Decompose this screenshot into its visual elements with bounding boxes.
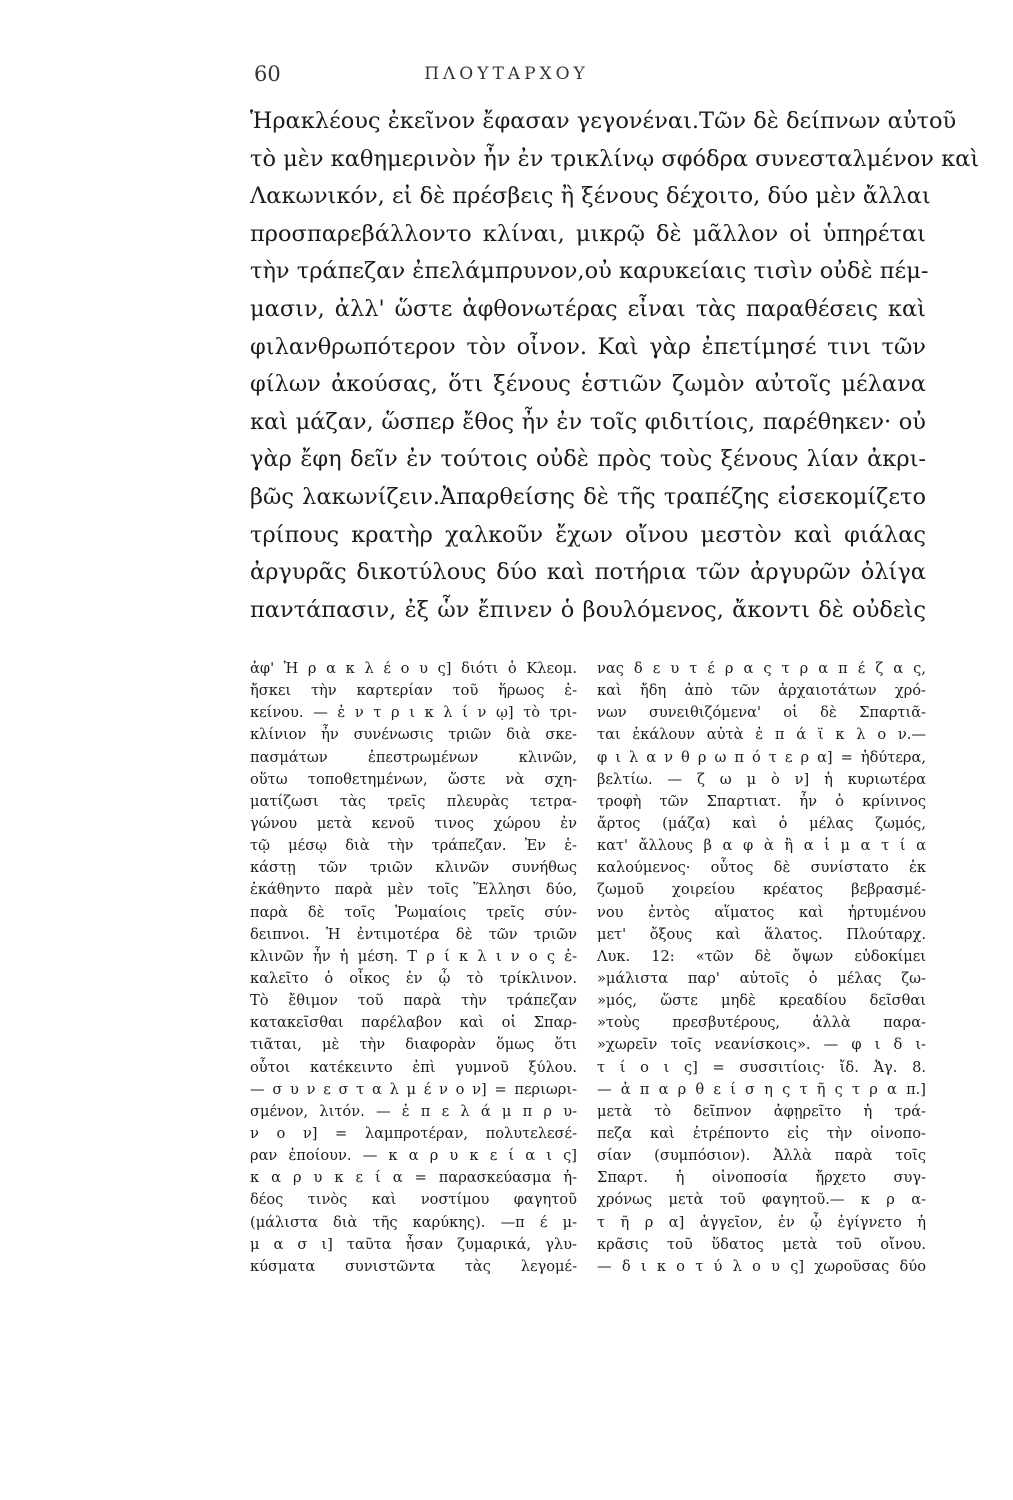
commentary-line: κρᾶσις τοῦ ὕδατος μετὰ τοῦ οἴνου. (597, 1235, 926, 1253)
commentary-line: σίαν (συμπόσιον). Ἀλλὰ παρὰ τοῖς (597, 1147, 926, 1165)
commentary-line: τροφὴ τῶν Σπαρτιατ. ἦν ὁ κρίνινος (597, 792, 926, 810)
main-text (250, 103, 980, 629)
commentary-line: τιᾶται, μὲ τὴν διαφορὰν ὅμως ὅτι (250, 1036, 577, 1054)
commentary-line: »χωρεῖν τοῖς νεανίσκοις». — φ ι δ ι- (597, 1036, 926, 1054)
commentary-line: καλούμενος· οὗτος δὲ συνίστατο ἐκ (597, 859, 926, 877)
commentary-line: (μάλιστα διὰ τῆς καρύκης). —π έ μ- (250, 1213, 577, 1231)
main-text-line: τὴν τράπεζαν ἐπελάμπρυνον,οὐ καρυκείαις τισὶν οὐδὲ πέμ- (250, 258, 929, 285)
commentary-line: Σπαρτ. ἡ οἰνοποσία ἤρχετο συγ- (597, 1169, 926, 1187)
commentary-line: »μός, ὥστε μηδὲ κρεαδίου δεῖσθαι (597, 992, 926, 1010)
commentary-line: γώνου μετὰ κενοῦ τινος χώρου ἐν (250, 814, 577, 832)
main-text-line: προσπαρεβάλλοντο κλίναι, μικρῷ δὲ μᾶλλον οἱ ὑπηρέται (250, 220, 926, 247)
commentary-line: οὕτω τοποθετημένων, ὥστε νὰ σχη- (250, 770, 577, 788)
commentary-line: τ ῆ ρ α] ἀγγεῖον, ἐν ᾧ ἐγίγνετο ἡ (597, 1213, 926, 1231)
commentary-line: μετὰ τὸ δεῖπνον ἀφῃρεῖτο ἡ τρά- (597, 1102, 926, 1120)
commentary-line: ραν ἐποίουν. — κ α ρ υ κ ε ί α ι ς] (250, 1147, 577, 1165)
main-text-line: Ἡρακλέους ἐκεῖνον ἔφασαν γεγονέναι.Τῶν δὲ δείπνων αὐτοῦ (250, 108, 957, 134)
commentary-line: τ ί ο ι ς] = συσσιτίοις· ἴδ. Ἀγ. 8. (597, 1058, 926, 1076)
main-text-line: φιλανθρωπότερον τὸν οἶνον. Καὶ γὰρ ἐπετίμησέ τινι τῶν (250, 333, 926, 360)
main-text-line: μασιν, ἀλλ' ὥστε ἀφθονωτέρας εἶναι τὰς παραθέσεις καὶ (250, 295, 926, 322)
main-text-line: τὸ μὲν καθημερινὸν ἦν ἐν τρικλίνῳ σφόδρα συνεσταλμένον καὶ (250, 145, 980, 172)
commentary-line: κ α ρ υ κ ε ί α = παρασκεύασμα ἡ- (250, 1169, 577, 1187)
commentary-line: μετ' ὄξους καὶ ἅλατος. Πλούταρχ. (597, 925, 926, 943)
commentary-line: ἄρτος (μάζα) καὶ ὁ μέλας ζωμός, (597, 814, 926, 832)
commentary-line: πασμάτων ἐπεστρωμένων κλινῶν, (250, 748, 577, 766)
commentary-line: ἤσκει τὴν καρτερίαν τοῦ ἥρωος ἐ- (250, 682, 577, 700)
commentary-line: κλίνιον ἦν συνένωσις τριῶν διὰ σκε- (250, 726, 577, 744)
main-text-line: ἀργυρᾶς δικοτύλους δύο καὶ ποτήρια τῶν ἀργυρῶν ὀλίγα (250, 559, 926, 586)
main-text-line: βῶς λακωνίζειν.Ἀπαρθείσης δὲ τῆς τραπέζης εἰσεκομίζετο (250, 483, 926, 510)
running-title: ΠΛΟΥΤΑΡΧΟΥ (424, 64, 589, 84)
main-text-line: παντάπασιν, ἐξ ὧν ἔπινεν ὁ βουλόμενος, ἄκοντι δὲ οὐδεὶς (250, 596, 926, 623)
page-number: 60 (254, 62, 281, 86)
commentary-line: καλεῖτο ὁ οἶκος ἐν ᾧ τὸ τρίκλινον. (250, 969, 577, 987)
commentary-right-column (597, 658, 926, 1278)
commentary-line: κύσματα συνιστῶντα τὰς λεγομέ- (250, 1257, 577, 1275)
commentary-line: »μάλιστα παρ' αὐτοῖς ὁ μέλας ζω- (597, 969, 926, 987)
commentary-line: νας δ ε υ τ έ ρ α ς τ ρ α π έ ζ α ς, (597, 660, 926, 677)
commentary-line: κάστῃ τῶν τριῶν κλινῶν συνήθως (250, 859, 577, 877)
commentary-line: δέος τινὸς καὶ νοστίμου φαγητοῦ (250, 1191, 577, 1209)
commentary-line: κλινῶν ἦν ἡ μέση. Τ ρ ί κ λ ι ν ο ς ἐ- (250, 947, 577, 965)
main-text-line: φίλων ἀκούσας, ὅτι ξένους ἑστιῶν ζωμὸν αὐτοῖς μέλανα (250, 371, 926, 398)
main-text-line: καὶ μάζαν, ὥσπερ ἔθος ἦν ἐν τοῖς φιδιτίοις, παρέθηκεν· οὐ (250, 408, 926, 435)
commentary-line: ν ο ν] = λαμπροτέραν, πολυτελεσέ- (250, 1124, 577, 1142)
commentary-line: καὶ ἤδη ἀπὸ τῶν ἀρχαιοτάτων χρό- (597, 682, 926, 700)
commentary-line: νου ἐντὸς αἵματος καὶ ἠρτυμένου (597, 903, 926, 921)
commentary-line: — σ υ ν ε σ τ α λ μ έ ν ο ν] = περιωρι- (250, 1080, 577, 1098)
commentary-line: παρὰ δὲ τοῖς Ῥωμαίοις τρεῖς σύν- (250, 903, 577, 921)
commentary-line: κατ' ἄλλους β α φ ὰ ἢ α ἱ μ α τ ί α (597, 837, 926, 855)
page-header (0, 62, 1013, 92)
commentary-line: ται ἐκάλουν αὐτὰ ἐ π ά ϊ κ λ ο ν.— (597, 726, 926, 744)
commentary-line: φ ι λ α ν θ ρ ω π ό τ ε ρ α] = ἡδύτερα, (597, 748, 926, 766)
commentary-line: ἀφ' Ἡ ρ α κ λ έ ο υ ς] διότι ὁ Κλεομ. (250, 660, 577, 677)
commentary-line: τῷ μέσῳ διὰ τὴν τράπεζαν. Ἐν ἑ- (250, 837, 577, 855)
commentary-line: πεζα καὶ ἐτρέποντο εἰς τὴν οἰνοπο- (597, 1124, 926, 1142)
commentary-line: σμένον, λιτόν. — ἐ π ε λ ά μ π ρ υ- (250, 1102, 577, 1120)
commentary-line: χρόνως μετὰ τοῦ φαγητοῦ.— κ ρ α- (597, 1191, 926, 1209)
commentary-line: »τοὺς πρεσβυτέρους, ἀλλὰ παρα- (597, 1014, 926, 1032)
commentary-left-column (250, 658, 577, 1278)
commentary-line: βελτίω. — ζ ω μ ὸ ν] ἡ κυριωτέρα (597, 770, 926, 788)
commentary-line: Τὸ ἔθιμον τοῦ παρὰ τὴν τράπεζαν (250, 992, 577, 1010)
commentary-line: νων συνειθιζόμενα' οἱ δὲ Σπαρτιᾶ- (597, 704, 926, 722)
commentary-line: — ἀ π α ρ θ ε ί σ η ς τ ῆ ς τ ρ α π.] (597, 1080, 926, 1098)
commentary-line: κείνου. — ἐ ν τ ρ ι κ λ ί ν ῳ] τὸ τρι- (250, 704, 577, 722)
commentary-line: — δ ι κ ο τ ύ λ ο υ ς] χωροῦσας δύο (597, 1257, 926, 1275)
commentary-line: μ α σ ι] ταῦτα ἦσαν ζυμαρικά, γλυ- (250, 1235, 577, 1253)
commentary-line: κατακεῖσθαι παρέλαβον καὶ οἱ Σπαρ- (250, 1014, 577, 1032)
commentary-line: ματίζωσι τὰς τρεῖς πλευρὰς τετρα- (250, 792, 577, 810)
commentary-line: ἐκάθηντο παρὰ μὲν τοῖς Ἕλλησι δύο, (250, 881, 577, 899)
commentary-line: Λυκ. 12: «τῶν δὲ ὄψων εὐδοκίμει (597, 947, 926, 965)
main-text-line: Λακωνικόν, εἰ δὲ πρέσβεις ἢ ξένους δέχοιτο, δύο μὲν ἄλλαι (250, 183, 931, 210)
main-text-line: τρίπους κρατὴρ χαλκοῦν ἔχων οἴνου μεστὸν καὶ φιάλας (250, 521, 926, 548)
commentary-line: δειπνοι. Ἡ ἐντιμοτέρα δὲ τῶν τριῶν (250, 925, 577, 943)
main-text-line: γὰρ ἔφη δεῖν ἐν τούτοις οὐδὲ πρὸς τοὺς ξένους λίαν ἀκρι- (250, 446, 926, 473)
commentary-line: οὗτοι κατέκειντο ἐπὶ γυμνοῦ ξύλου. (250, 1058, 577, 1076)
commentary-line: ζωμοῦ χοιρείου κρέατος βεβρασμέ- (597, 881, 926, 899)
